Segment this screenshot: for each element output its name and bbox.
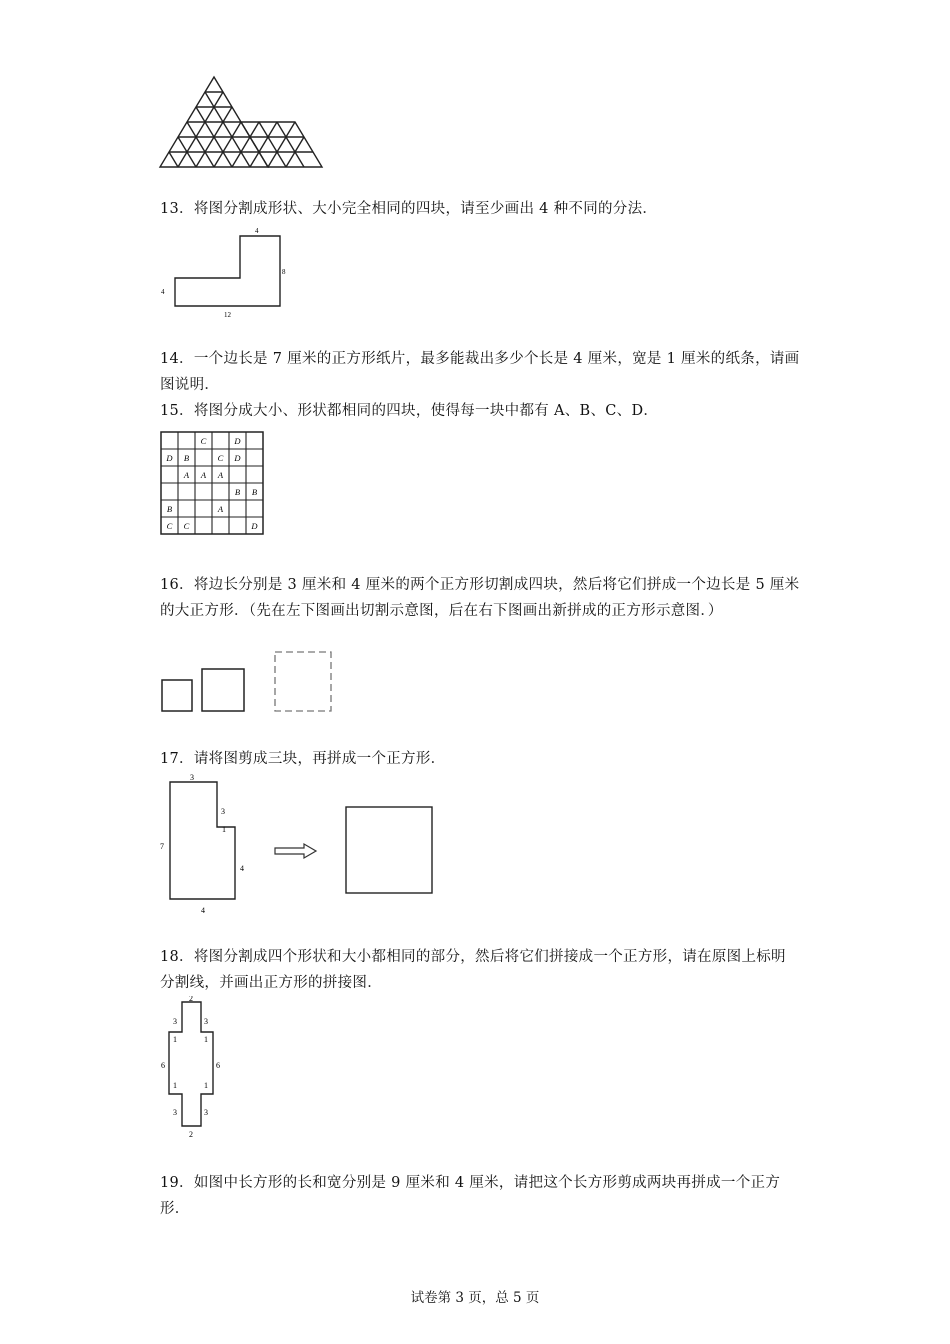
question-19-text: 19．如图中长方形的长和宽分别是 9 厘米和 4 厘米，请把这个长方形剪成两块再拼成一个正方形． — [160, 1175, 781, 1217]
grid-cell: C — [200, 436, 207, 446]
l-shape-label-right: 8 — [282, 268, 286, 276]
question-18-text: 18．将图分割成四个形状和大小都相同的部分，然后将它们拼接成一个正方形，请在原图上标明分割线，并画出正方形的拼接图． — [160, 949, 786, 991]
cross-label-lower-right: 3 — [204, 1108, 208, 1117]
grid-cell: A — [217, 470, 224, 480]
question-13-text: 13．将图分割成形状、大小完全相同的四块，请至少画出 4 种不同的分法． — [160, 201, 658, 217]
arrow-right-icon — [275, 844, 316, 858]
letter-grid-figure — [159, 430, 267, 536]
cut-shape-figure — [158, 772, 438, 918]
grid-cell: B — [183, 453, 190, 463]
cross-shape-figure — [158, 996, 238, 1142]
cut-shape-label-right-top: 3 — [221, 807, 225, 816]
grid-cell: D — [234, 453, 241, 463]
cut-shape-label-right-bottom: 4 — [240, 864, 244, 873]
cut-shape-label-top: 3 — [190, 773, 194, 782]
l-shape-figure — [158, 226, 298, 320]
cross-label-right-step-top: 1 — [204, 1035, 208, 1044]
l-shape-label-top: 4 — [255, 227, 259, 235]
triangle-lattice-figure — [158, 74, 328, 170]
grid-cell: A — [217, 504, 224, 514]
grid-cell: A — [200, 470, 207, 480]
cross-label-upper-left: 3 — [173, 1017, 177, 1026]
cross-label-left-step-bottom: 1 — [173, 1081, 177, 1090]
question-15-text: 15．将图分成大小、形状都相同的四块，使得每一块中都有 A、B、C、D． — [160, 403, 659, 419]
grid-cell: D — [251, 521, 258, 531]
grid-cell: B — [166, 504, 173, 514]
grid-cell: B — [251, 487, 258, 497]
cross-label-left-step-top: 1 — [173, 1035, 177, 1044]
cut-shape-label-bottom: 4 — [201, 906, 205, 915]
l-shape-label-left: 4 — [161, 288, 165, 296]
cut-shape-label-step: 1 — [222, 825, 226, 834]
grid-cell: B — [234, 487, 241, 497]
question-17-text: 17．请将图剪成三块，再拼成一个正方形． — [160, 751, 446, 767]
cross-label-bottom: 2 — [189, 1130, 193, 1139]
grid-cell: D — [234, 436, 241, 446]
cross-label-top: 2 — [189, 996, 193, 1003]
grid-cell: C — [183, 521, 190, 531]
question-14-text: 14．一个边长是 7 厘米的正方形纸片，最多能裁出多少个长是 4 厘米，宽是 1 厘米的纸条，请画图说明． — [160, 351, 800, 393]
question-16-text: 16．将边长分别是 3 厘米和 4 厘米的两个正方形切割成四块，然后将它们拼成一个边长是 5 厘米的大正方形．（先在左下图画出切割示意图，后在右下图画出新拼成的正方形示意图．） — [160, 577, 800, 619]
cross-label-right-mid: 6 — [216, 1061, 220, 1070]
cross-label-right-step-bottom: 1 — [204, 1081, 208, 1090]
cross-label-upper-right: 3 — [204, 1017, 208, 1026]
l-shape-label-bottom: 12 — [224, 311, 231, 319]
grid-cell: C — [166, 521, 173, 531]
squares-figure — [158, 648, 338, 718]
grid-cell: A — [183, 470, 190, 480]
grid-cell: C — [217, 453, 224, 463]
page-footer: 试卷第 3 页，总 5 页 — [410, 1290, 540, 1306]
grid-cell: D — [166, 453, 173, 463]
cross-label-lower-left: 3 — [173, 1108, 177, 1117]
cut-shape-label-left: 7 — [160, 842, 164, 851]
cross-label-left-mid: 6 — [161, 1061, 165, 1070]
